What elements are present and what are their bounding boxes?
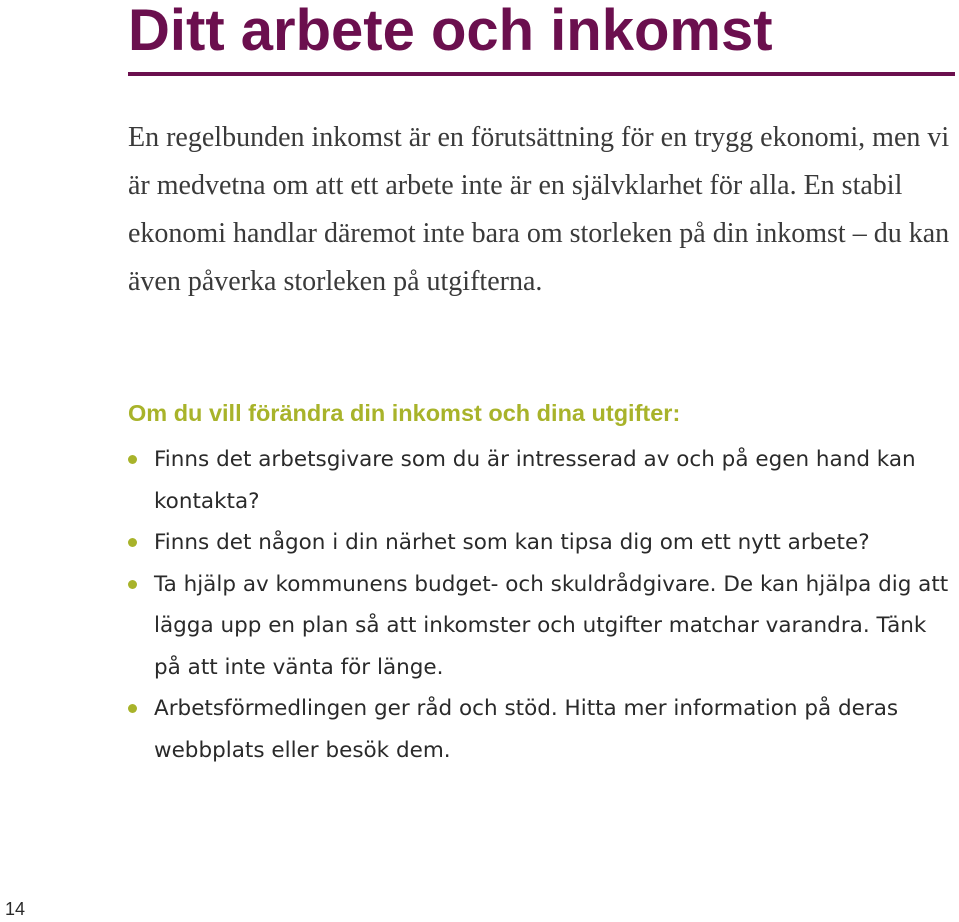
list-item	[128, 522, 956, 564]
page-number: 14	[4, 899, 26, 919]
tips-bullet-list	[128, 439, 956, 771]
bullet-dot-icon	[128, 455, 137, 464]
list-item	[128, 439, 956, 522]
bullet-dot-icon	[128, 538, 137, 547]
title-underline-rule	[128, 72, 955, 76]
section-subheading: Om du vill förändra din inkomst och dina utgifter:	[128, 400, 681, 426]
page-title: Ditt arbete och inkomst	[128, 0, 773, 63]
bullet-dot-icon	[128, 580, 137, 589]
list-item-text: Arbetsförmedlingen ger råd och stöd. Hitta mer information på deras webbplats eller besök dem.	[154, 696, 899, 763]
bullet-dot-icon	[128, 704, 137, 713]
list-item-text: Finns det arbetsgivare som du är intresserad av och på egen hand kan kontakta?	[154, 447, 916, 514]
list-item	[128, 564, 956, 689]
list-item-text: Finns det någon i din närhet som kan tipsa dig om ett nytt arbete?	[154, 530, 870, 555]
list-item	[128, 688, 956, 771]
intro-paragraph: En regelbunden inkomst är en förutsättning för en trygg ekonomi, men vi är medvetna om att ett arbete inte är en självklarhet för alla. En stabil ekonomi handlar däremot inte bara om storleken på din inkomst – du kan även påverka storleken på utgifterna.	[128, 122, 950, 297]
list-item-text: Ta hjälp av kommunens budget- och skuldrådgivare. De kan hjälpa dig att lägga upp en plan så att inkomster och utgifter matchar varandra. Tänk på att inte vänta för länge.	[154, 571, 949, 680]
